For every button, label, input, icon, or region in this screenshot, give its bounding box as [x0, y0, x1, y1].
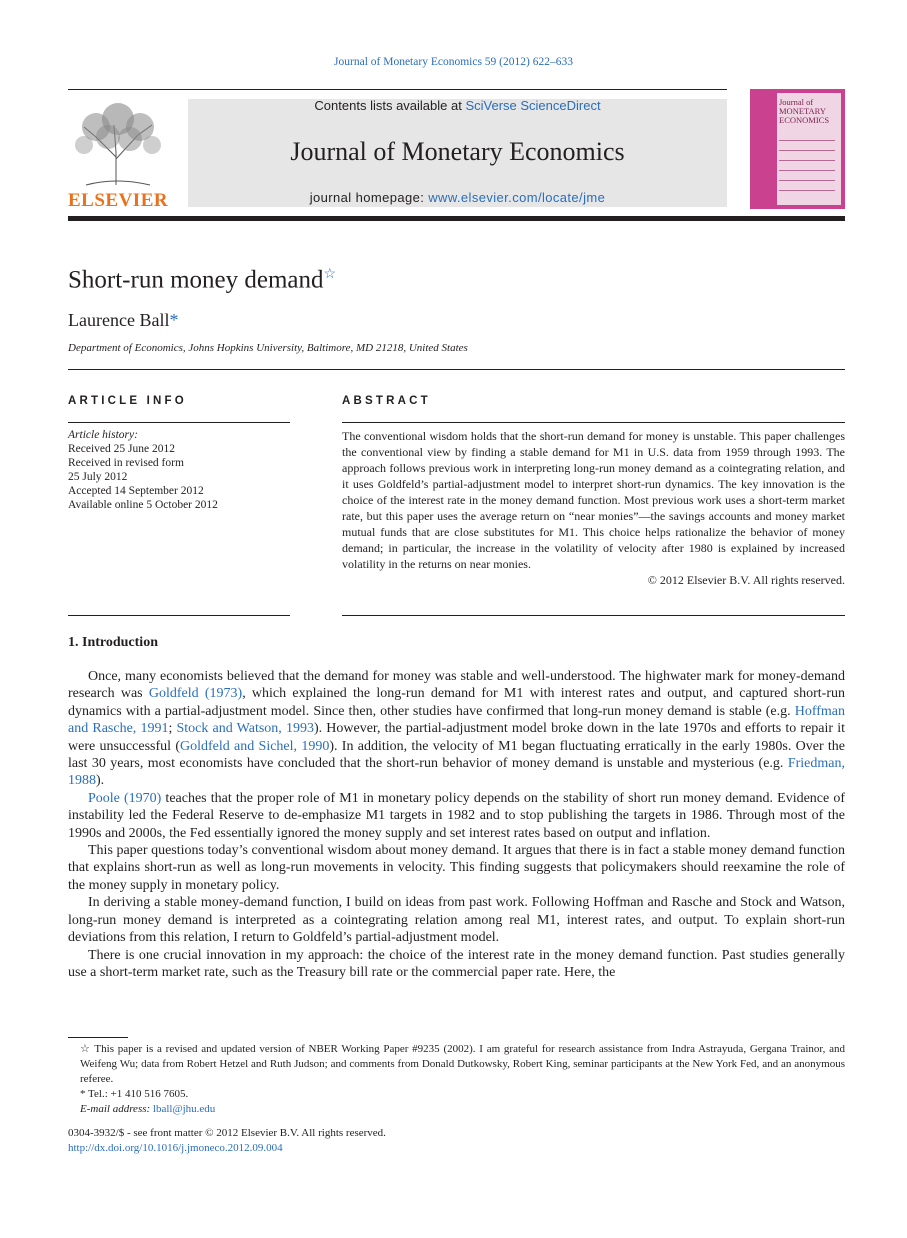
history-item: Available online 5 October 2012 — [68, 499, 218, 511]
paragraph: There is one crucial innovation in my approach: the choice of the interest rate in the money demand function. Past studies generally use a short-term market rate, such as the Treasury bill rate or the commercial paper rate. Here, the — [68, 947, 845, 980]
cover-line — [779, 150, 835, 151]
paragraph: Poole (1970) teaches that the proper role of M1 in monetary policy depends on the stability of short run money demand. Evidence of instability led the Federal Reserve to de-emphasize M1 targets in 1982 and to stop publishing the targets in 1986. Through most of the 1990s and 2000s, the Fed essentially ignored the money supply and set interest rates based on output and inflation. — [68, 790, 845, 841]
history-item: Received 25 June 2012 — [68, 443, 175, 455]
top-rule — [68, 89, 727, 90]
journal-cover-title: Journal of MONETARY ECONOMICS — [779, 97, 830, 125]
abstract-body: The conventional wisdom holds that the short-run demand for money is unstable. This paper challenges the conventional view by finding a stable demand for M1 in U.S. data from 1959 through 1993. The approach follows previous work in interpreting long-run money demand as a cointegrating relation, and it uses Goldfeld’s partial-adjustment model to interpret short-run dynamics. The key innovation is the choice of the interest rate in the money demand function. Most previous work uses a short-term market rate, but this paper uses the average return on “near monies”—the savings accounts and money market mutual funds that are close substitutes for M1. This choice helps rationalize the behavior of money demand; in particular, the increase in the volatility of velocity after 1980 is explained by increased volatility in the returns on near monies. — [342, 429, 845, 571]
info-rule — [68, 422, 290, 423]
citation-link[interactable]: Hoffman and Rasche, 1991 — [68, 703, 845, 737]
email-link[interactable]: lball@jhu.edu — [152, 1103, 216, 1115]
contents-line: Contents lists available at SciVerse ScienceDirect — [314, 98, 601, 113]
section-heading: 1. Introduction — [68, 635, 158, 650]
article-title: Short-run money demand☆ — [68, 266, 337, 294]
elsevier-logo-text: ELSEVIER — [68, 190, 169, 211]
journal-title: Journal of Monetary Economics — [290, 137, 625, 166]
cover-line — [779, 140, 835, 141]
history-item: Received in revised form — [68, 457, 184, 469]
issn-line: 0304-3932/$ - see front matter © 2012 Elsevier B.V. All rights reserved. — [68, 1127, 386, 1139]
article-info-heading: ARTICLE INFO — [68, 395, 187, 407]
cover-line — [779, 180, 835, 181]
cover-line — [779, 170, 835, 171]
author-name: Laurence Ball* — [68, 310, 179, 330]
masthead-rule — [68, 216, 845, 221]
abstract-rule — [342, 615, 845, 616]
footnote-tel: * Tel.: +1 410 516 7605. — [80, 1088, 189, 1100]
citation-link[interactable]: Poole (1970) — [88, 790, 162, 806]
paragraph: In deriving a stable money-demand function, I build on ideas from past work. Following Hoffman and Rasche and Stock and Watson, long-run money demand is interpreted as a cointegrating relation among real M1, interest rates, and output. To explain short-run deviations from this relation, I return to Goldfeld’s partial-adjustment model. — [68, 895, 845, 946]
affiliation: Department of Economics, Johns Hopkins University, Baltimore, MD 21218, United States — [68, 342, 468, 354]
abstract-rule — [342, 422, 845, 423]
cover-line — [779, 160, 835, 161]
header-rule — [68, 369, 845, 370]
sciencedirect-link[interactable]: SciVerse ScienceDirect — [465, 98, 601, 113]
footnotes — [68, 1042, 845, 1117]
introduction-body — [68, 668, 845, 981]
article-history — [68, 428, 290, 512]
info-rule — [68, 615, 290, 616]
footnote-rule — [68, 1037, 128, 1038]
citation-link[interactable]: Stock and Watson, 1993 — [176, 721, 314, 737]
title-footnote-mark[interactable]: ☆ — [323, 267, 337, 282]
citation-link[interactable]: Friedman, 1988 — [68, 756, 845, 789]
front-matter — [68, 1126, 386, 1156]
doi-link[interactable]: http://dx.doi.org/10.1016/j.jmoneco.2012.09.004 — [68, 1142, 283, 1154]
homepage-link[interactable]: www.elsevier.com/locate/jme — [428, 190, 606, 205]
journal-citation[interactable]: Journal of Monetary Economics 59 (2012) 622–633 — [334, 56, 573, 68]
history-item: Accepted 14 September 2012 — [68, 485, 204, 497]
abstract-copyright: © 2012 Elsevier B.V. All rights reserved. — [647, 573, 845, 587]
footnote-email: E-mail address: lball@jhu.edu — [80, 1103, 216, 1115]
cover-line — [779, 190, 835, 191]
citation-link[interactable]: Goldfeld (1973) — [148, 686, 243, 702]
history-label: Article history: — [68, 429, 138, 441]
paragraph: This paper questions today’s conventional wisdom about money demand. It argues that there is in fact a stable money demand function that explains short-run as well as long-run movements in velocity. This finding suggests that policymakers should reexamine the role of the money supply in monetary policy. — [68, 843, 845, 893]
footnote-star: ☆ This paper is a revised and updated version of NBER Working Paper #9235 (2002). I am grateful for research assistance from Indra Astrayuda, Gergana Trainor, and Weifeng Wu; data from Robert Hetzel and Ruth Judson; and comments from Donald Dutkowsky, Robert King, seminar participants at the New York Fed, and an anonymous referee. — [80, 1043, 845, 1085]
abstract-text — [342, 428, 845, 588]
abstract-heading: ABSTRACT — [342, 395, 431, 407]
history-item: 25 July 2012 — [68, 471, 128, 483]
citation-link[interactable]: Goldfeld and Sichel, 1990 — [179, 738, 330, 754]
author-footnote-mark[interactable]: * — [169, 310, 179, 330]
homepage-line: journal homepage: www.elsevier.com/locate/jme — [309, 190, 606, 205]
paragraph: Once, many economists believed that the demand for money was stable and well-understood. The highwater mark for money-demand research was Goldfeld (1973), which explained the long-run demand for M1 with interest rates and output, and captured short-run dynamics with a partial-adjustment model. Since then, other studies have confirmed that long-run money demand is stable (e.g. Hoffman and Rasche, 1991; Stock and Watson, 1993). However, the partial-adjustment model broke down in the late 1970s and efforts to repair it were unsuccessful (Goldfeld and Sichel, 1990). In addition, the velocity of M1 began fluctuating erratically in the early 1980s. Over the last 30 years, most economists have concluded that the short-run behavior of money demand is unstable and mysterious (e.g. Friedman, 1988). — [68, 669, 846, 789]
